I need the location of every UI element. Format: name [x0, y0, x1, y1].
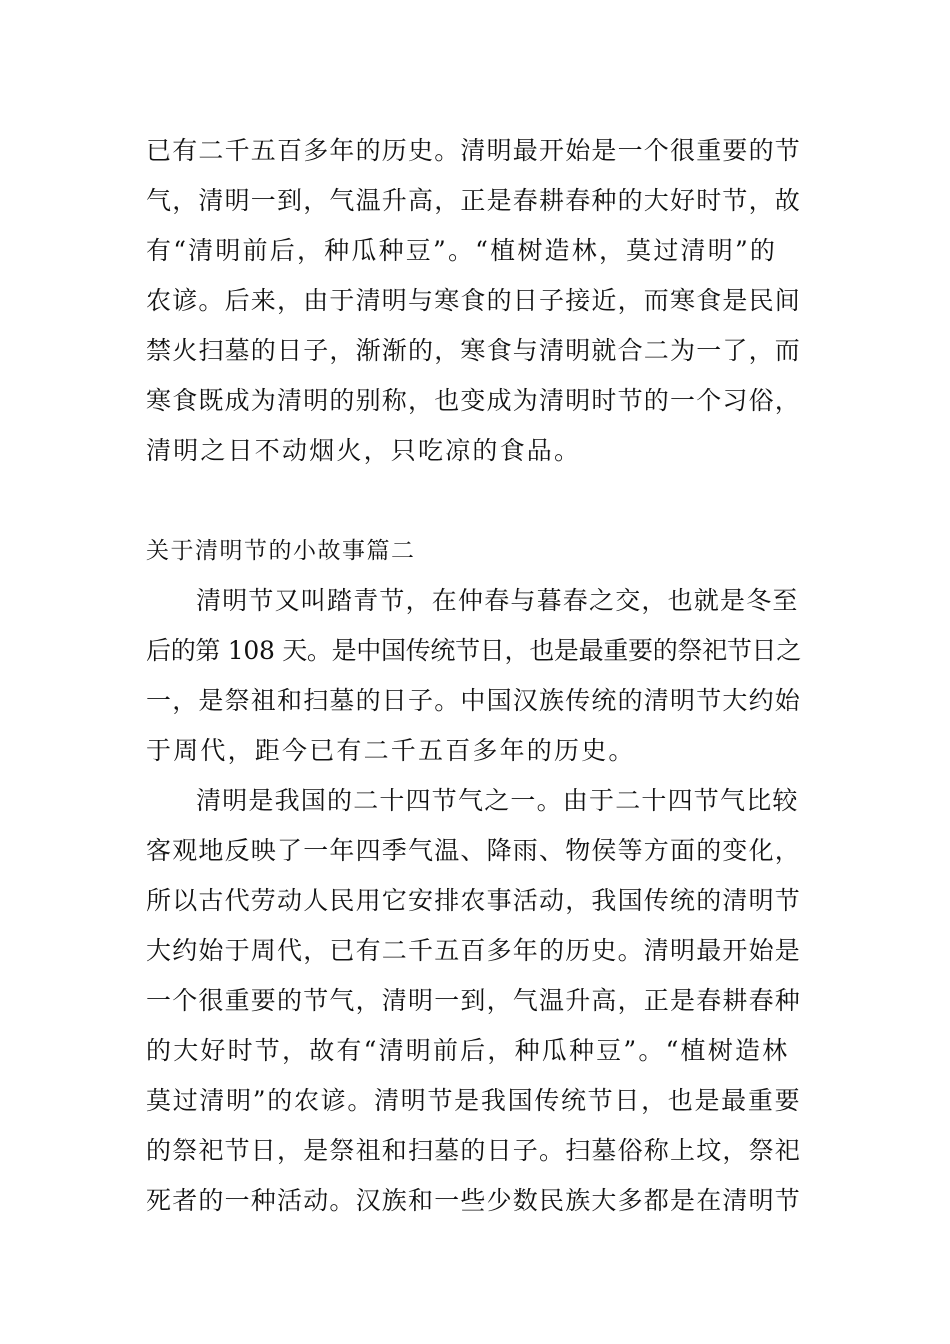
body-text-line: 农谚。后来，由于清明与寒食的日子接近，而寒食是民间: [146, 286, 802, 315]
body-text-line: 寒食既成为清明的别称，也变成为清明时节的一个习俗，: [146, 386, 802, 415]
body-text-line: 后的第 108 天。是中国传统节日，也是最重要的祭祀节日之: [146, 636, 801, 665]
body-text-line: 已有二千五百多年的历史。清明最开始是一个很重要的节: [146, 136, 802, 165]
body-text-line: 于周代，距今已有二千五百多年的历史。: [146, 736, 636, 765]
body-text-line: 一，是祭祖和扫墓的日子。中国汉族传统的清明节大约始: [146, 686, 802, 715]
body-text-line: 客观地反映了一年四季气温、降雨、物侯等方面的变化，: [146, 836, 802, 865]
body-text-line: 所以古代劳动人民用它安排农事活动，我国传统的清明节: [146, 886, 802, 915]
body-text-line: 死者的一种活动。汉族和一些少数民族大多都是在清明节: [146, 1186, 802, 1215]
body-text-line: 禁火扫墓的日子，渐渐的，寒食与清明就合二为一了，而: [146, 336, 802, 365]
body-text-line: 气，清明一到，气温升高，正是春耕春种的大好时节，故: [146, 186, 802, 215]
body-text-line: 大约始于周代，已有二千五百多年的历史。清明最开始是: [146, 936, 802, 965]
body-text-line: 清明之日不动烟火，只吃凉的食品。: [146, 436, 582, 465]
body-text-line: 莫过清明”的农谚。清明节是我国传统节日，也是最重要: [146, 1086, 802, 1115]
body-text-line: 一个很重要的节气，清明一到，气温升高，正是春耕春种: [146, 986, 802, 1015]
body-text-line: 清明节又叫踏青节，在仲春与暮春之交，也就是冬至: [196, 586, 799, 615]
body-text-line: 的大好时节，故有“清明前后，种瓜种豆”。“植树造林: [146, 1036, 790, 1065]
body-text-line: 有“清明前后，种瓜种豆”。“植树造林，莫过清明”的: [146, 236, 778, 265]
body-text-line: 清明是我国的二十四节气之一。由于二十四节气比较: [196, 786, 799, 815]
body-text-line: 的祭祀节日，是祭祖和扫墓的日子。扫墓俗称上坟，祭祀: [146, 1136, 802, 1165]
section-heading: 关于清明节的小故事篇二: [146, 538, 416, 564]
